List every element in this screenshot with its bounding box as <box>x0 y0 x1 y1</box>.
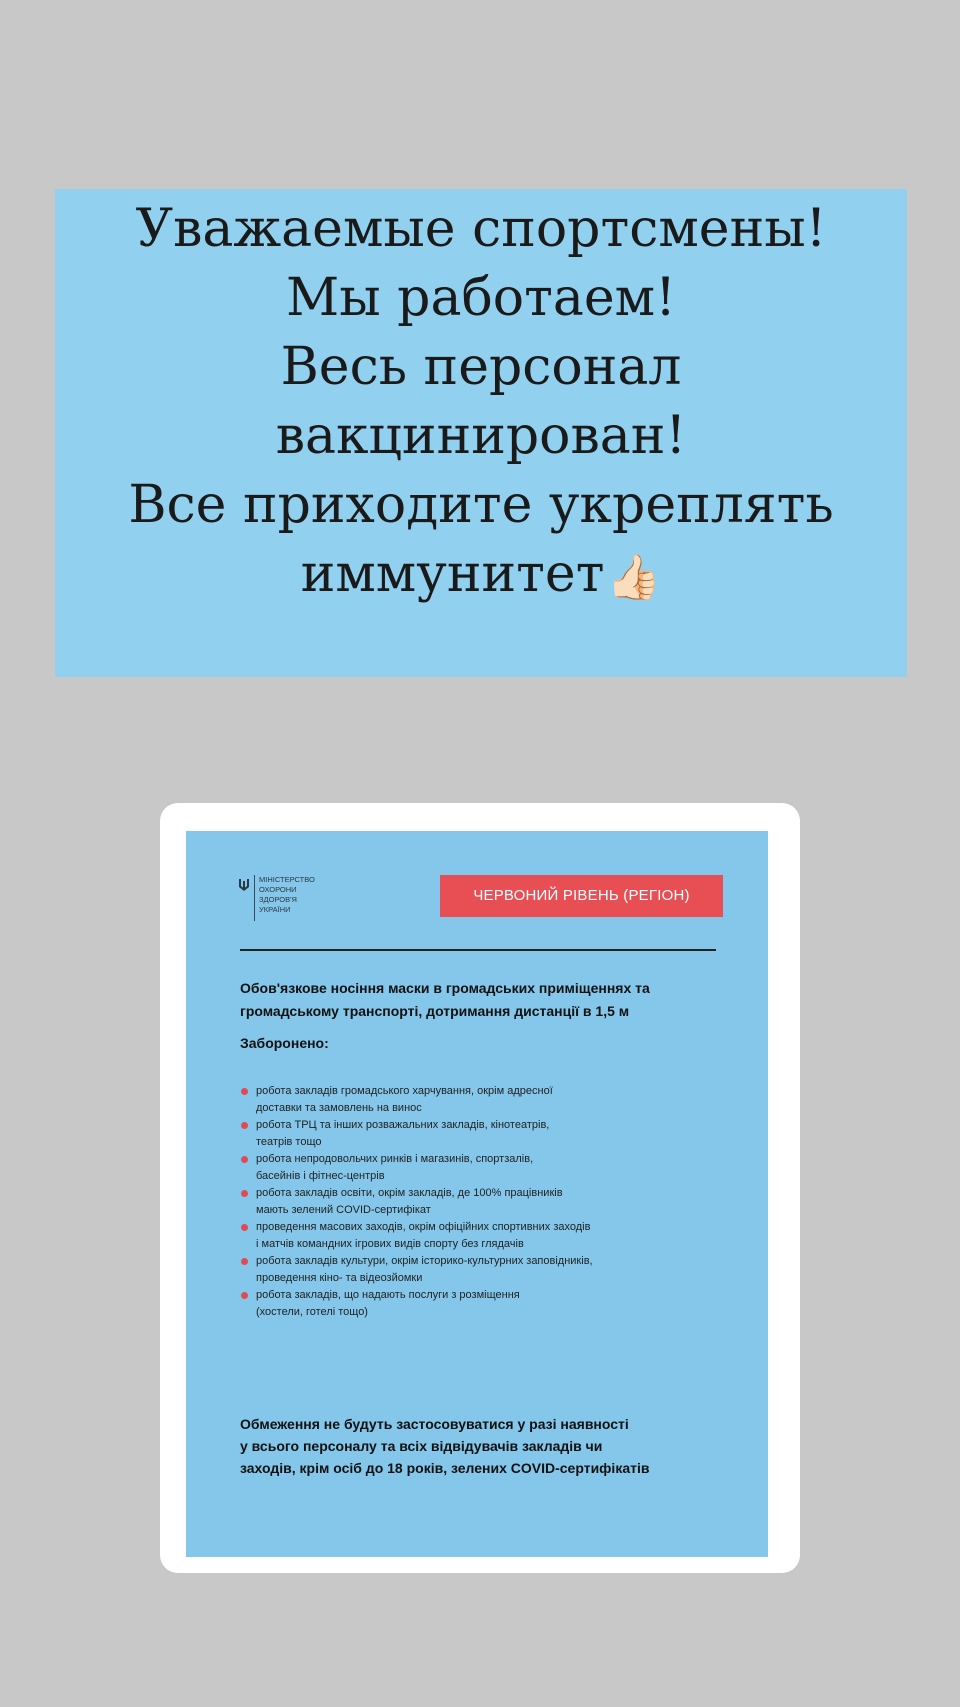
banner-line-4: вакцинирован! <box>275 406 687 466</box>
bullet-dot <box>241 1292 248 1299</box>
list-item-text: робота ТРЦ та інших розважальних закладів, кінотеатрів, театрів тощо <box>256 1119 550 1148</box>
trident-icon <box>238 878 250 892</box>
thumbs-up-icon: 👍🏻 <box>606 551 662 603</box>
bullet-dot <box>241 1258 248 1265</box>
list-item-text: робота закладів культури, окрім історико-культурних заповідників, проведення кіно- та відеозйомки <box>256 1255 593 1284</box>
covid-restrictions-poster <box>186 831 768 1557</box>
list-item <box>240 1185 730 1219</box>
bullet-dot <box>241 1190 248 1197</box>
exemption-text: Обмеження не будуть застосовуватися у разі наявності у всього персоналу та всіх відвідувачів закладів чи заходів, крім осіб до 18 років, зелених COVID-сертифікатів <box>240 1416 650 1476</box>
mask-requirement-text: Обов'язкове носіння маски в громадських приміщеннях та громадському транспорті, дотримання дистанції в 1,5 м <box>240 980 650 1019</box>
bullet-dot <box>241 1156 248 1163</box>
bullet-dot <box>241 1224 248 1231</box>
list-item-text: робота закладів, що надають послуги з розміщення (хостели, готелі тощо) <box>256 1289 520 1318</box>
banner-line-3: Весь персонал <box>280 337 682 397</box>
bullet-dot <box>241 1122 248 1129</box>
list-item-text: робота закладів громадського харчування, окрім адресної доставки та замовлень на винос <box>256 1085 553 1114</box>
list-item <box>240 1083 730 1117</box>
list-item <box>240 1287 730 1321</box>
poster-card <box>160 803 800 1573</box>
ministry-logo <box>238 875 315 921</box>
banner-line-1: Уважаемые спортсмены! <box>135 199 827 259</box>
list-item-text: робота непродовольчих ринків і магазинів, спортзалів, басейнів і фітнес-центрів <box>256 1153 534 1182</box>
list-item <box>240 1151 730 1185</box>
forbidden-heading: Заборонено: <box>240 1035 329 1051</box>
banner-line-6-text: иммунитет <box>300 544 605 604</box>
list-item-text: проведення масових заходів, окрім офіційних спортивних заходів і матчів командних ігрових видів спорту без глядачів <box>256 1221 591 1250</box>
forbidden-list <box>240 1083 730 1321</box>
list-item-text: робота закладів освіти, окрім закладів, де 100% працівників мають зелений COVID-сертифікат <box>256 1187 563 1216</box>
red-level-badge: ЧЕРВОНИЙ РІВЕНЬ (РЕГІОН) <box>440 875 723 917</box>
divider-line <box>240 949 716 951</box>
banner-line-6 <box>55 540 907 609</box>
banner-line-5: Все приходите укреплять <box>128 475 834 535</box>
ministry-name: МІНІСТЕРСТВО ОХОРОНИ ЗДОРОВ'Я УКРАЇНИ <box>259 875 315 914</box>
banner-line-2: Мы работаем! <box>286 268 676 328</box>
logo-divider <box>254 875 255 921</box>
list-item <box>240 1253 730 1287</box>
list-item <box>240 1219 730 1253</box>
announcement-banner <box>55 189 907 677</box>
bullet-dot <box>241 1088 248 1095</box>
list-item <box>240 1117 730 1151</box>
